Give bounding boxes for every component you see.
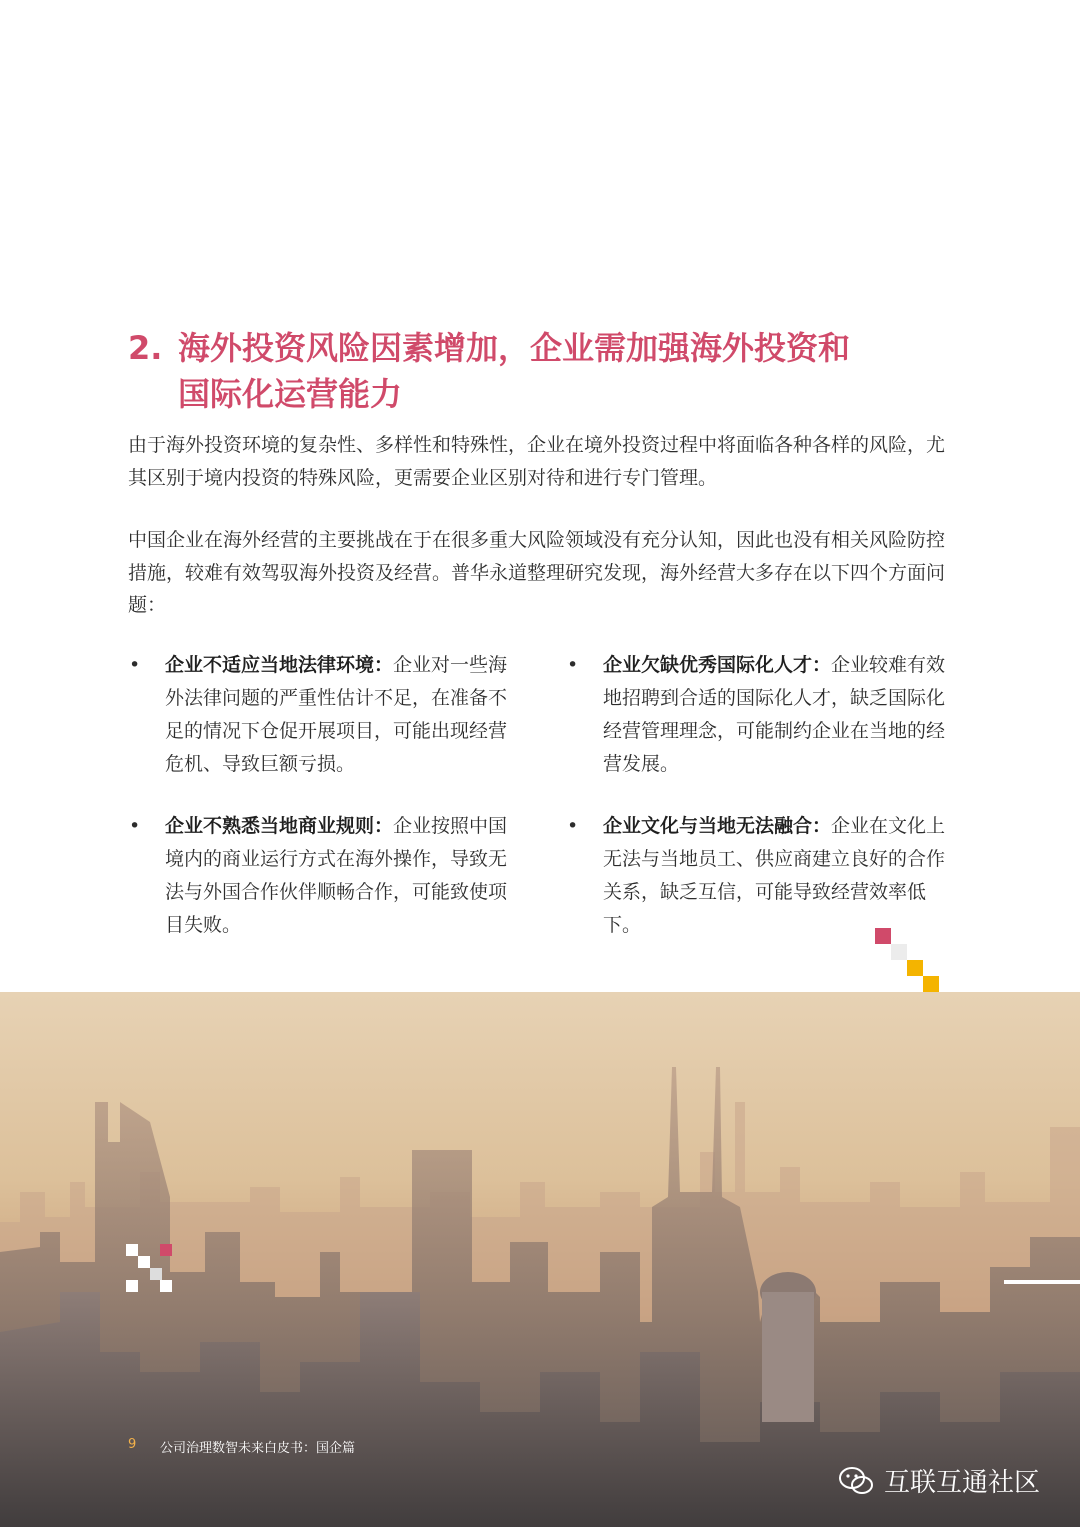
bullet-item-legal — [129, 649, 515, 781]
bullet-title: 企业不熟悉当地商业规则： — [165, 815, 394, 837]
bullet-text: 企业按照中国境内的商业运行方式在海外操作，导致无法与外国合作伙伴顺畅合作，可能致使项目失败。 — [165, 815, 508, 936]
wechat-icon — [838, 1466, 874, 1496]
bullet-dot: • — [129, 815, 141, 837]
pixel-square — [126, 1280, 138, 1292]
bullet-dot: • — [567, 654, 579, 676]
bullet-dot: • — [129, 654, 141, 676]
watermark-text: 互联互通社区 — [884, 1468, 1041, 1498]
bullet-item-culture — [567, 810, 953, 942]
pixel-square — [907, 960, 923, 976]
section-heading — [128, 325, 948, 417]
pixel-square — [875, 928, 891, 944]
bullet-item-talent — [567, 649, 953, 781]
bullet-title: 企业不适应当地法律环境： — [165, 654, 394, 676]
pixel-square — [923, 976, 939, 992]
pixel-square — [160, 1244, 172, 1256]
section-title-line-2: 国际化运营能力 — [178, 375, 403, 413]
pixel-square — [150, 1268, 162, 1280]
bullet-title: 企业欠缺优秀国际化人才： — [603, 654, 832, 676]
bullet-text: 企业对一些海外法律问题的严重性估计不足，在准备不足的情况下仓促开展项目，可能出现经营危机、导致巨额亏损。 — [165, 654, 508, 775]
decorative-white-line — [1004, 1280, 1080, 1284]
intro-paragraph: 由于海外投资环境的复杂性、多样性和特殊性，企业在境外投资过程中将面临各种各样的风险，尤其区别于境内投资的特殊风险，更需要企业区别对待和进行专门管理。 — [128, 434, 946, 489]
pixel-square — [138, 1256, 150, 1268]
pixel-square — [891, 944, 907, 960]
page-number: 9 — [128, 1437, 137, 1452]
bullet-dot: • — [567, 815, 579, 837]
bullet-item-business-rules — [129, 810, 515, 942]
section-number: 2. — [128, 329, 163, 367]
bullet-text: 企业在文化上无法与当地员工、供应商建立良好的合作关系，缺乏互信，可能导致经营效率低下。 — [603, 815, 946, 936]
pixel-square — [126, 1244, 138, 1256]
watermark — [838, 1462, 1040, 1499]
challenge-paragraph: 中国企业在海外经营的主要挑战在于在很多重大风险领域没有充分认知，因此也没有相关风险防控措施，较难有效驾驭海外投资及经营。普华永道整理研究发现，海外经营大多存在以下四个方面问题： — [128, 529, 946, 616]
section-title-line-1: 海外投资风险因素增加，企业需加强海外投资和 — [178, 329, 851, 367]
pixel-square — [160, 1280, 172, 1292]
footer-doc-title: 公司治理数智未来白皮书：国企篇 — [160, 1441, 356, 1456]
bullet-text: 企业较难有效地招聘到合适的国际化人才，缺乏国际化经营管理理念，可能制约企业在当地的经营发展。 — [603, 654, 946, 775]
bullet-title: 企业文化与当地无法融合： — [603, 815, 832, 837]
